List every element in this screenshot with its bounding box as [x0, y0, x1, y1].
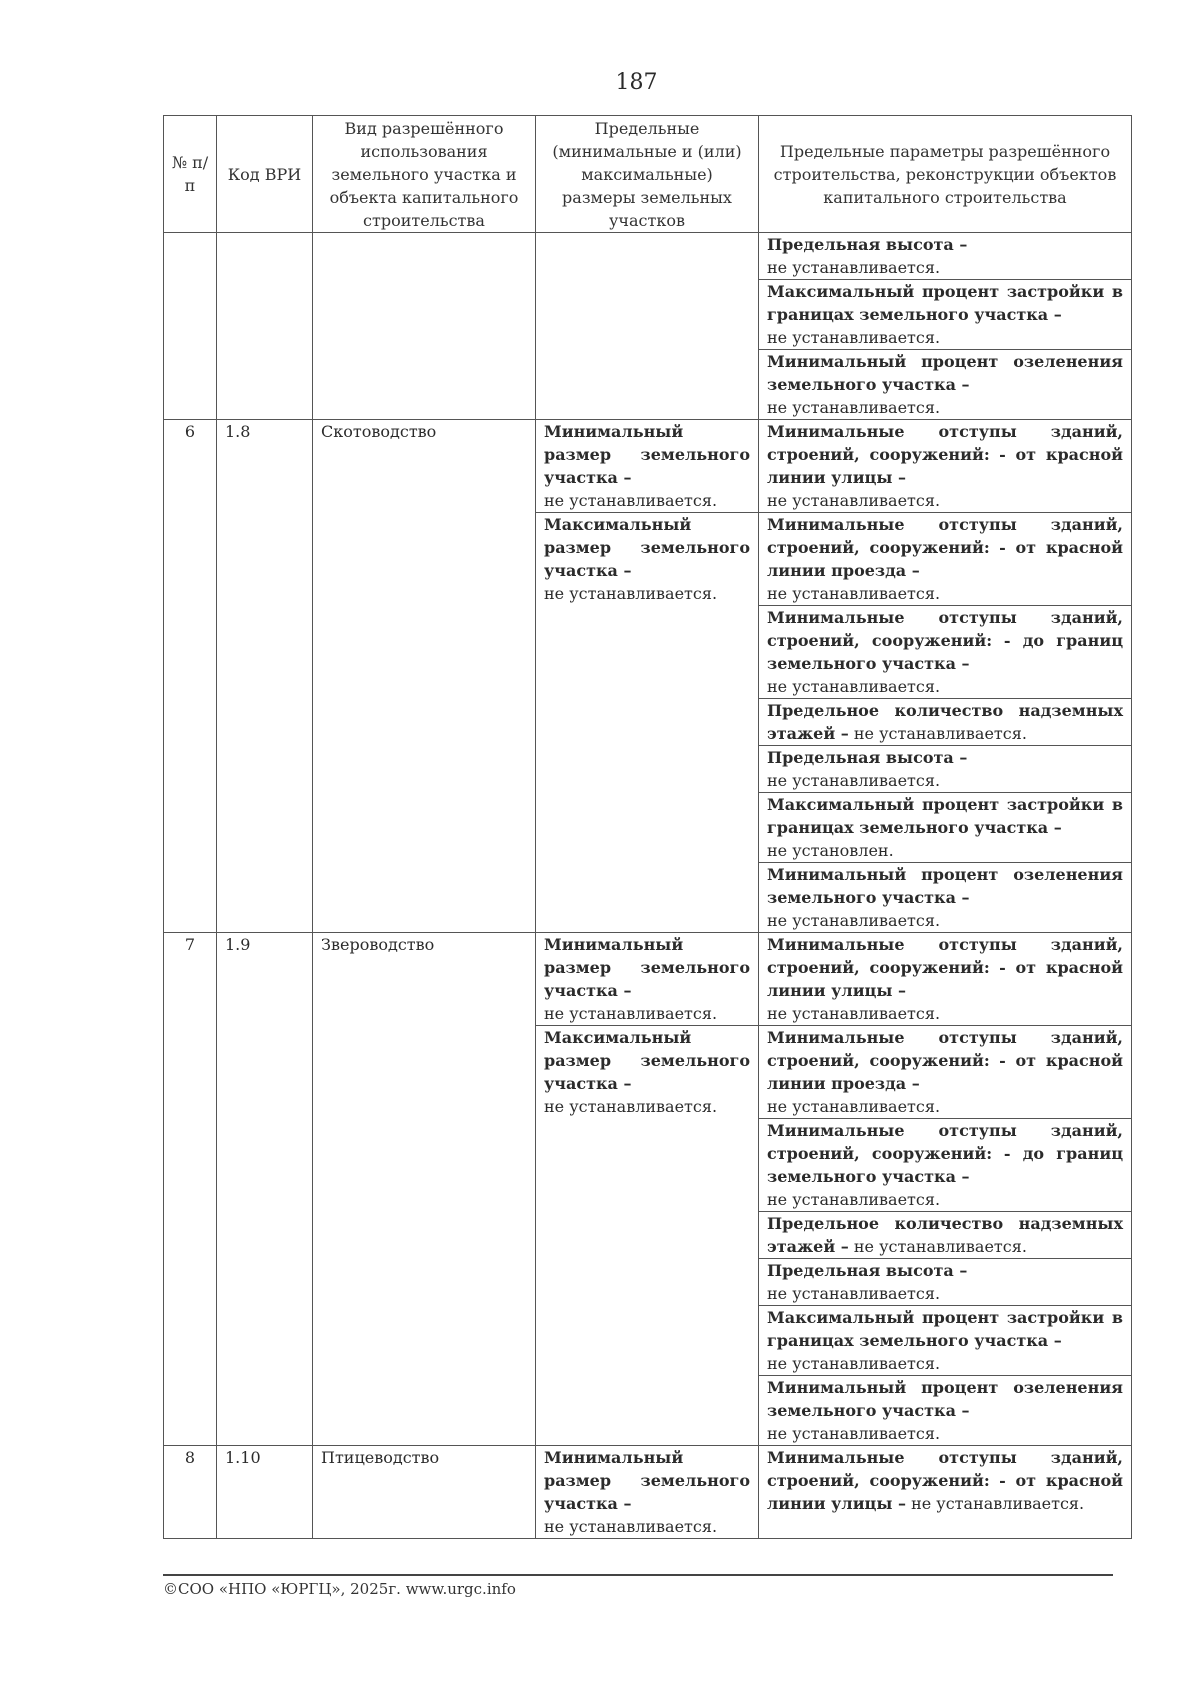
cell-type — [313, 233, 536, 420]
param-cell — [759, 1212, 1132, 1259]
min-size-cell — [536, 933, 759, 1026]
param-bold: Предельное количество надземных этажей – — [767, 701, 1123, 743]
param-bold: Предельная высота – — [767, 748, 968, 767]
param-bold: Предельное количество надземных этажей – — [767, 1214, 1123, 1256]
size-value: не устанавливается. — [544, 491, 718, 510]
param-bold: Минимальные отступы зданий, строений, сооружений: — [767, 515, 1123, 557]
min-size-cell — [536, 1446, 759, 1539]
param-bold: Минимальный процент озеленения земельного участка – — [767, 865, 1123, 907]
param-bold: - до границ земельного участка – — [767, 631, 1124, 673]
param-value: не устанавливается. — [911, 1494, 1085, 1513]
param-bold: Минимальные отступы зданий, строений, сооружений: — [767, 422, 1123, 464]
param-cell — [759, 746, 1132, 793]
param-bold: Минимальный процент озеленения земельного участка – — [767, 352, 1123, 394]
param-cell — [759, 863, 1132, 933]
param-bold: Минимальный процент озеленения земельного участка – — [767, 1378, 1123, 1420]
param-value: не устанавливается. — [767, 584, 941, 603]
footer-divider — [163, 1574, 1113, 1576]
table-row — [164, 420, 1132, 513]
size-bold: Минимальный размер земельного участка – — [544, 1448, 750, 1513]
param-cell — [759, 350, 1132, 420]
table-row — [164, 233, 1132, 280]
param-bold: - от красной линии проезда – — [767, 1051, 1124, 1093]
param-cell — [759, 1306, 1132, 1376]
size-value: не устанавливается. — [544, 1517, 718, 1536]
param-cell — [759, 233, 1132, 280]
param-value: не устанавливается. — [767, 1190, 941, 1209]
footer-copyright: ©СОО «НПО «ЮРГЦ», 2025г. www.urgc.info — [163, 1580, 516, 1598]
header-code: Код ВРИ — [217, 116, 313, 233]
cell-num: 6 — [164, 420, 217, 933]
param-bold: - от красной линии улицы – — [767, 958, 1124, 1000]
cell-type: Скотоводство — [313, 420, 536, 933]
header-sizes: Предельные (минимальные и (или) максимальные) размеры земельных участков — [536, 116, 759, 233]
param-value: не устанавливается. — [767, 1424, 941, 1443]
param-cell — [759, 699, 1132, 746]
param-bold: Максимальный процент застройки в границах земельного участка – — [767, 1308, 1123, 1350]
max-size-cell — [536, 513, 759, 933]
param-bold: - от красной линии проезда – — [767, 538, 1124, 580]
param-bold: Минимальные отступы зданий, строений, сооружений: — [767, 1121, 1123, 1163]
param-bold: - от красной линии улицы – — [767, 1471, 1124, 1513]
param-cell — [759, 1446, 1132, 1539]
size-bold: Минимальный размер земельного участка – — [544, 422, 750, 487]
cell-num: 8 — [164, 1446, 217, 1539]
table-row — [164, 933, 1132, 1026]
param-value: не устанавливается. — [767, 771, 941, 790]
size-value: не устанавливается. — [544, 584, 718, 603]
param-bold: - до границ земельного участка – — [767, 1144, 1124, 1186]
param-value: не устанавливается. — [767, 258, 941, 277]
cell-num — [164, 233, 217, 420]
param-value: не устанавливается. — [853, 724, 1027, 743]
header-params: Предельные параметры разрешённого строительства, реконструкции объектов капитального строительства — [759, 116, 1132, 233]
cell-type: Звероводство — [313, 933, 536, 1446]
header-num: № п/п — [164, 116, 217, 233]
size-bold: Максимальный размер земельного участка – — [544, 1028, 750, 1093]
param-cell — [759, 1026, 1132, 1119]
param-value: не установлен. — [767, 841, 894, 860]
param-value: не устанавливается. — [767, 491, 941, 510]
cell-code — [217, 233, 313, 420]
size-bold: Минимальный размер земельного участка – — [544, 935, 750, 1000]
size-value: не устанавливается. — [544, 1097, 718, 1116]
param-bold: Максимальный процент застройки в границах земельного участка – — [767, 282, 1123, 324]
regulations-table — [163, 115, 1132, 1539]
max-size-cell — [536, 1026, 759, 1446]
param-bold: Минимальные отступы зданий, строений, сооружений: — [767, 1028, 1123, 1070]
param-value: не устанавливается. — [767, 677, 941, 696]
cell-sizes — [536, 233, 759, 420]
param-bold: Максимальный процент застройки в границах земельного участка – — [767, 795, 1123, 837]
param-bold: - от красной линии улицы – — [767, 445, 1124, 487]
param-value: не устанавливается. — [767, 1284, 941, 1303]
size-bold: Максимальный размер земельного участка – — [544, 515, 750, 580]
param-cell — [759, 793, 1132, 863]
cell-code: 1.8 — [217, 420, 313, 933]
param-cell — [759, 1119, 1132, 1212]
param-value: не устанавливается. — [767, 398, 941, 417]
param-bold: Минимальные отступы зданий, строений, сооружений: — [767, 935, 1123, 977]
param-cell — [759, 606, 1132, 699]
min-size-cell — [536, 420, 759, 513]
param-value: не устанавливается. — [767, 1354, 941, 1373]
cell-num: 7 — [164, 933, 217, 1446]
table-row — [164, 1446, 1132, 1539]
param-value: не устанавливается. — [767, 1004, 941, 1023]
table-header-row — [164, 116, 1132, 233]
cell-code: 1.10 — [217, 1446, 313, 1539]
param-value: не устанавливается. — [767, 1097, 941, 1116]
page-number: 187 — [615, 70, 658, 95]
param-value: не устанавливается. — [853, 1237, 1027, 1256]
param-cell — [759, 933, 1132, 1026]
param-cell — [759, 420, 1132, 513]
param-cell — [759, 1259, 1132, 1306]
param-bold: Предельная высота – — [767, 1261, 968, 1280]
param-value: не устанавливается. — [767, 911, 941, 930]
header-type: Вид разрешённого использования земельного участка и объекта капитального строительства — [313, 116, 536, 233]
param-cell — [759, 513, 1132, 606]
param-bold: Минимальные отступы зданий, строений, сооружений: — [767, 1448, 1123, 1490]
param-value: не устанавливается. — [767, 328, 941, 347]
size-value: не устанавливается. — [544, 1004, 718, 1023]
param-cell — [759, 1376, 1132, 1446]
param-cell — [759, 280, 1132, 350]
cell-type: Птицеводство — [313, 1446, 536, 1539]
param-bold: Предельная высота – — [767, 235, 968, 254]
param-bold: Минимальные отступы зданий, строений, сооружений: — [767, 608, 1123, 650]
cell-code: 1.9 — [217, 933, 313, 1446]
